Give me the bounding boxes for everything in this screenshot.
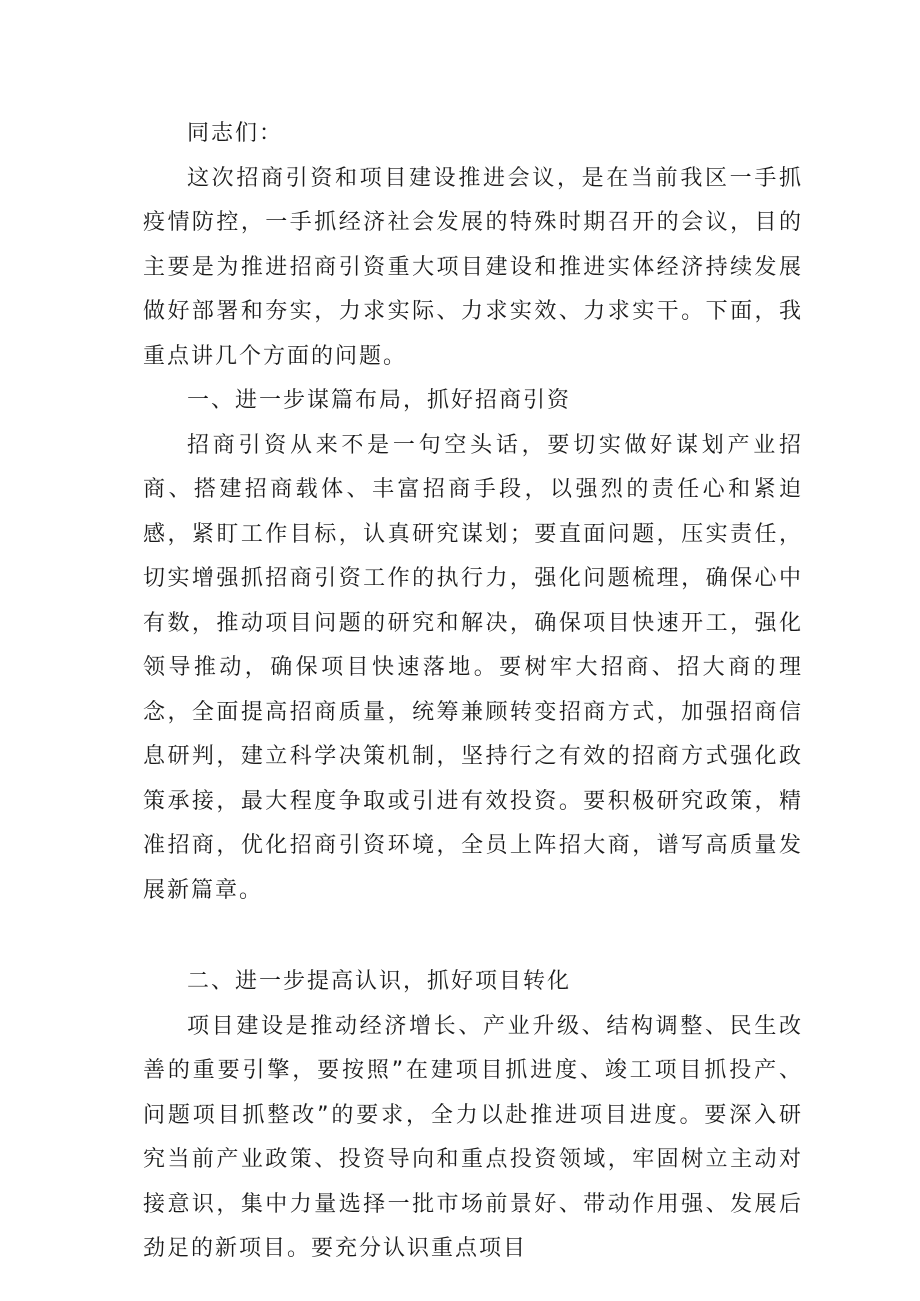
section-2-heading: 二、进一步提高认识，抓好项目转化 (187, 969, 572, 994)
section-1-heading: 一、进一步谋篇布局，抓好招商引资 (187, 388, 572, 413)
document-body (143, 112, 803, 1272)
intro-paragraph: 这次招商引资和项目建设推进会议，是在当前我区一手抓疫情防控，一手抓经济社会发展的特殊时期召开的会议，目的主要是为推进招商引资重大项目建设和推进实体经济持续发展做好部署和夯实，力求实际、力求实效、力求实干。下面，我重点讲几个方面的问题。 (143, 165, 803, 369)
section-2-body: 项目建设是推动经济增长、产业升级、结构调整、民生改善的重要引擎，要按照”在建项目抓进度、竣工项目抓投产、问题项目抓整改”的要求，全力以赴推进项目进度。要深入研究当前产业政策、投资导向和重点投资领域，牢固树立主动对接意识，集中力量选择一批市场前景好、带动作用强、发展后劲足的新项目。要充分认识重点项目 (143, 1013, 803, 1261)
salutation: 同志们： (187, 121, 284, 146)
section-1-body: 招商引资从来不是一句空头话，要切实做好谋划产业招商、搭建招商载体、丰富招商手段，以强烈的责任心和紧迫感，紧盯工作目标，认真研究谋划；要直面问题，压实责任，切实增强抓招商引资工作的执行力，强化问题梳理，确保心中有数，推动项目问题的研究和解决，确保项目快速开工，强化领导推动，确保项目快速落地。要树牢大招商、招大商的理念，全面提高招商质量，统筹兼顾转变招商方式，加强招商信息研判，建立科学决策机制，坚持行之有效的招商方式强化政策承接，最大程度争取或引进有效投资。要积极研究政策，精准招商，优化招商引资环境，全员上阵招大商，谱写高质量发展新篇章。 (143, 432, 803, 903)
